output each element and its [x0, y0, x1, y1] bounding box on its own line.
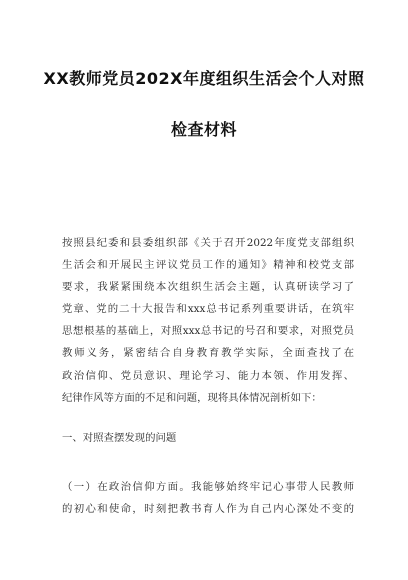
paragraph-line: 政治信仰、党员意识、理论学习、能力本领、作用发挥、 — [62, 369, 354, 382]
paragraph-line: 教师义务，紧密结合自身教育教学实际，全面查找了在 — [62, 347, 354, 360]
intro-paragraph — [62, 232, 354, 409]
document-title-line-2: 检查材料 — [170, 120, 237, 139]
paragraph-line: 按照县纪委和县委组织部《关于召开2022年度党支部组织 — [62, 237, 354, 249]
section-heading: 一、对照查摆发现的问题 — [62, 432, 177, 444]
document-title-line-1: XX教师党员202X年度组织生活会个人对照 — [43, 69, 365, 88]
paragraph-line: 要求，我紧紧围绕本次组织生活会主题，认真研读学习了 — [62, 281, 354, 294]
paragraph-line: 生活会和开展民主评议党员工作的通知》精神和校党支部 — [62, 259, 354, 272]
paragraph-line: 的初心和使命，时刻把教书育人作为自己内心深处不变的 — [62, 503, 354, 516]
paragraph-line: 纪律作风等方面的不足和问题，现将具体情况剖析如下： — [62, 391, 322, 404]
paragraph-line: 党章、党的二十大报告和xxx总书记系列重要讲话，在筑牢 — [62, 303, 354, 316]
paragraph-line: （一）在政治信仰方面。我能够始终牢记心事带人民教师 — [62, 481, 354, 493]
political-belief-paragraph — [62, 476, 354, 520]
paragraph-line: 思想根基的基础上，对照xxx总书记的号召和要求，对照党员 — [62, 325, 354, 338]
